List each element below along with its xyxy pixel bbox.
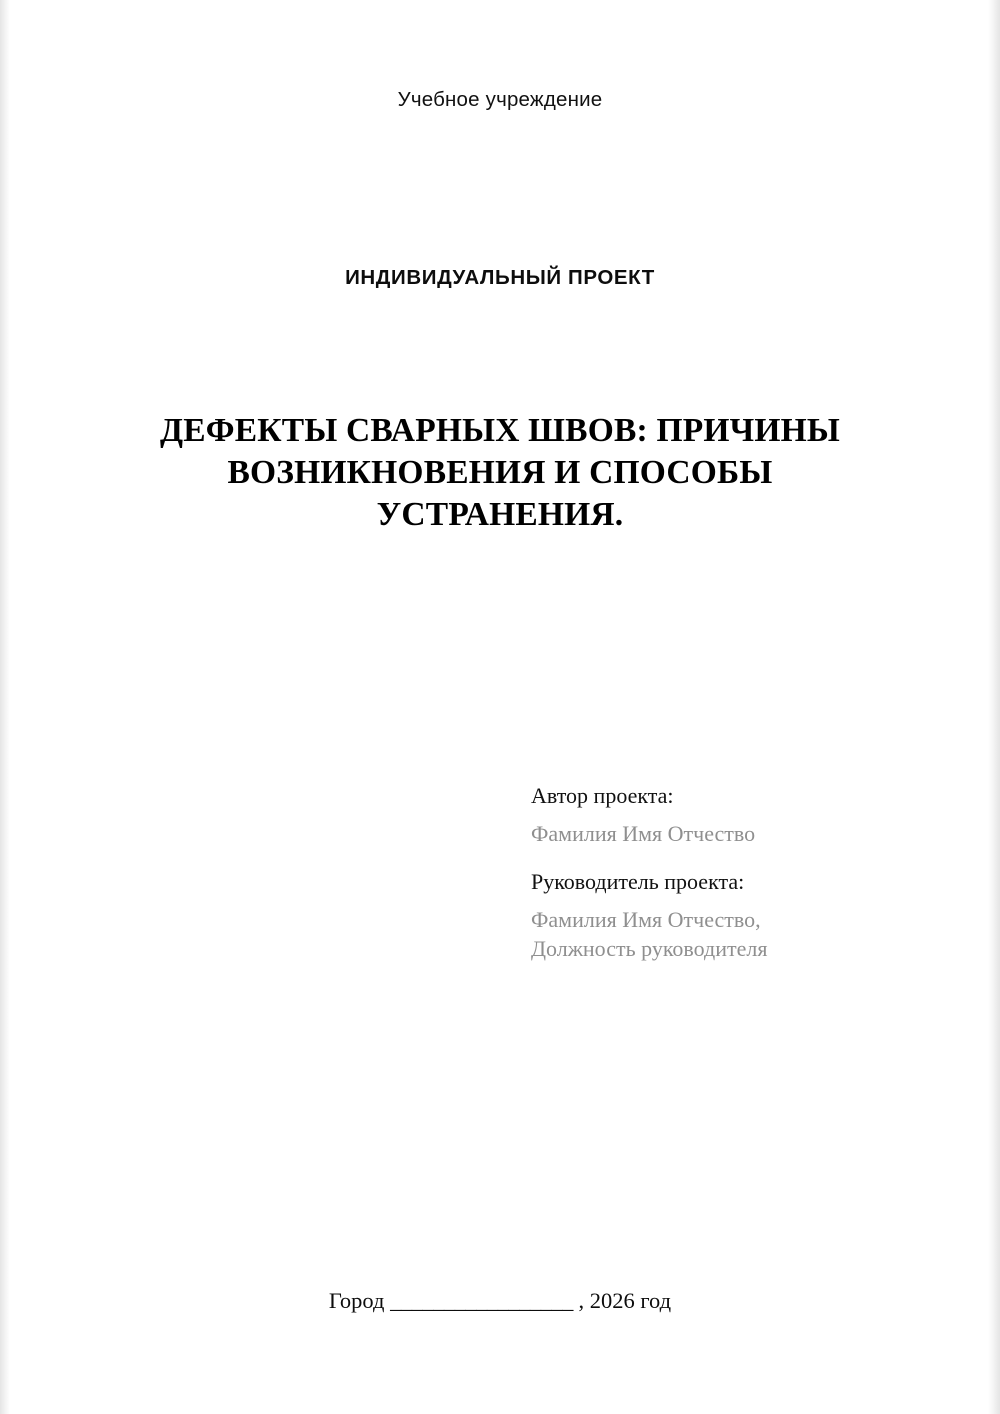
author-block bbox=[531, 785, 931, 845]
document-type-heading: ИНДИВИДУАЛЬНЫЙ ПРОЕКТ bbox=[345, 266, 655, 289]
supervisor-label: Руководитель проекта: bbox=[531, 869, 745, 894]
institution-name: Учебное учреждение bbox=[397, 88, 603, 111]
credits-section bbox=[531, 785, 931, 986]
year-label: , 2026 год bbox=[578, 1288, 672, 1313]
page-title: ДЕФЕКТЫ СВАРНЫХ ШВОВ: ПРИЧИНЫ ВОЗНИКНОВЕНИЯ И СПОСОБЫ УСТРАНЕНИЯ. bbox=[159, 412, 841, 534]
footer-city-year bbox=[0, 1288, 1000, 1314]
supervisor-value-line-1: Фамилия Имя Отчество, bbox=[531, 907, 761, 932]
city-blank-line: _________________ bbox=[390, 1288, 573, 1313]
supervisor-value-line-2: Должность руководителя bbox=[531, 936, 768, 961]
supervisor-block bbox=[531, 871, 931, 960]
author-label: Автор проекта: bbox=[531, 783, 674, 808]
author-value: Фамилия Имя Отчество bbox=[531, 821, 756, 846]
city-label: Город bbox=[328, 1288, 385, 1313]
